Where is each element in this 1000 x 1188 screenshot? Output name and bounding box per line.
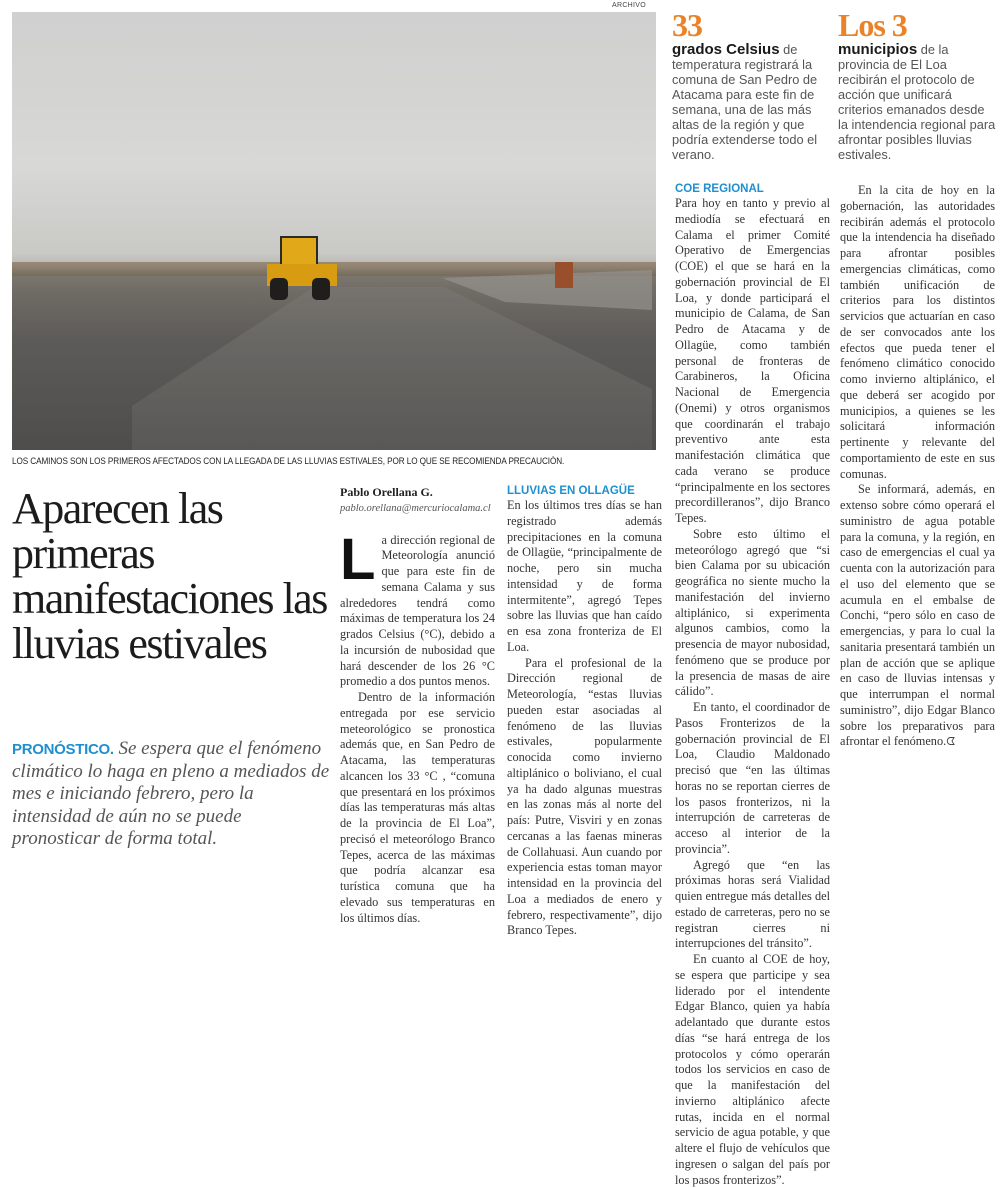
photo-grader [262, 236, 347, 302]
grader-cab [280, 236, 318, 266]
stat-text [838, 42, 996, 162]
drop-cap: L [340, 526, 376, 592]
paragraph: En los últimos tres días se han registrado además precipitaciones en la comuna de Ollagüe, “principalmente de noche, pero sin mucha intensidad y de forma intermitente”, agregó Tepes sobre las lluvias que han caído en esa zona fronteriza de El Loa. [507, 498, 662, 654]
column-2 [507, 485, 662, 939]
grader-wheel [312, 278, 330, 300]
photo-caption: LOS CAMINOS SON LOS PRIMEROS AFECTADOS CON LA LLEGADA DE LAS LLUVIAS ESTIVALES, POR LO QUE SE RECOMIENDA PRECAUCIÓN. [12, 456, 565, 467]
paragraph [840, 482, 995, 751]
grader-wheel [270, 278, 288, 300]
stat-desc: de la provincia de El Loa recibirán el protocolo de acción que unificará criterios emanados desde la intendencia regional para afrontar posibles lluvias estivales. [838, 42, 996, 162]
byline-author: Pablo Orellana G. [340, 485, 433, 499]
stat-temperature [672, 8, 830, 162]
lead-kicker: PRONÓSTICO. [12, 741, 114, 758]
stat-text [672, 42, 830, 162]
photo-credit: ARCHIVO [612, 2, 646, 9]
paragraph-text: a dirección regional de Meteorología anunció que para este fin de semana Calama y sus alrededores tendrá como máximas de temperatura los 24 grados Celsius (°C), debido a la incursión de nubosidad que hará descender de los 26 °C promedio a dos puntos menos. [340, 532, 495, 689]
lead-text: Se espera que el fenómeno climático lo haga en pleno a mediados de mes e iniciando febrero, pero la intensidad de aún no se puede pronosticar de forma total. [12, 738, 330, 850]
subheading-coe: COE REGIONAL [675, 183, 764, 195]
article-photo [12, 12, 656, 450]
lead-paragraph [12, 738, 332, 851]
photo-road [132, 287, 652, 450]
paragraph: Dentro de la información entregada por ese servicio meteorológico se pronostica además que, en San Pedro de Atacama, las temperaturas alcancen los 33 °C , “comuna que presentará en los próximos días las temperaturas más altas de la provincia de El Loa”, precisó el meteorólogo Branco Tepes, acerca de las máximas que podría alcanzar esa turística comuna que ha elevado sus temperaturas en los últimos días. [340, 690, 495, 925]
photo-sign [555, 262, 573, 288]
stat-number: 33 [672, 7, 702, 43]
paragraph: En tanto, el coordinador de Pasos Fronterizos de la gobernación provincial de El Loa, Claudio Maldonado precisó que “en las últimas horas no se reportan cierres de los pasos fronterizos, ni la interrupción de carreteras de acceso al interior de la provincia”. [675, 700, 830, 856]
paragraph: Para hoy en tanto y previo al mediodía se efectuará en Calama el primer Comité Operativo de Emergencias (COE) el que se hará en la gobernación provincial de El Loa, y donde participará el municipio de Calama, de San Pedro de Atacama y de Ollagüe, como también personal de fronteras de Carabineros, la Oficina Nacional de Emergencia (Onemi) y otros organismos que coordinarán el trabajo preventivo ante esta manifestación climática que cada verano se produce “principalmente en los sectores precordilleranos”, dijo Branco Tepes. [675, 196, 830, 525]
stat-desc: de temperatura registrará la comuna de San Pedro de Atacama para este fin de semana, una de las más altas de la región y que podría extenderse todo el verano. [672, 42, 818, 162]
column-4 [840, 183, 995, 751]
stat-bold: grados Celsius [672, 41, 780, 58]
paragraph: Sobre esto último el meteorólogo agregó que “si bien Calama por su ubicación geográfica no siente mucho la manifestación del invierno altiplánico, si experimenta algunos cambios, como la presencia de mayor nubosidad, fenómeno que se produce por la presencia de masas de aire cálido”. [675, 526, 830, 699]
paragraph [340, 526, 495, 691]
byline-email[interactable]: pablo.orellana@mercuriocalama.cl [340, 502, 491, 514]
stat-bold: municipios [838, 41, 918, 58]
column-3 [675, 183, 830, 1188]
paragraph-text: Se informará, además, en extenso sobre cómo operará el suministro de agua potable para la comuna, y la región, en caso de emergencias el cual ya cuenta con la autorización para el uso del elemento que se acumula en el embalse de Conchi, “pero sólo en caso de emergencias, y para lo cual la sanitaria presentará también un plan de acción que se aplique en caso de lluvias intensas y que interrumpan el normal suministro”, dijo Edgar Blanco sobre los preparativos para afrontar el fenómeno. [840, 482, 995, 749]
end-mark-icon: ᗧ [946, 736, 956, 749]
paragraph: En la cita de hoy en la gobernación, las autoridades recibirán además el protocolo que la intendencia ha diseñado para afrontar posibles emergencias climáticas, como también unificación de criterios para los distintos servicios que actuarían en caso de ser convocados ante los efectos que pueda tener el fenómeno climático conocido como invierno altiplánico, el que deberá ser acogido por municipios, a quienes se les solicitará información pertinente y relevante del comportamiento de este en sus comunas. [840, 183, 995, 481]
column-1 [340, 485, 495, 926]
stat-municipalities [838, 8, 996, 162]
paragraph: Agregó que “en las próximas horas será Vialidad quien entregue más detalles del estado de carreteras, pero no se registran cierres ni interrupciones del tránsito”. [675, 857, 830, 951]
paragraph: En cuanto al COE de hoy, se espera que participe y sea liderado por el intendente Edgar Blanco, quien ya había adelantado que durante estos días “se hará entrega de los protocolos y cómo operarán todos los servicios en caso de que la manifestación del invierno altiplánico afecte rutas, incida en el normal servicio de agua potable, y que altere el flujo de vehículos que ingresen o salgan del país por los pasos fronterizos”. [675, 952, 830, 1187]
stat-number: Los 3 [838, 7, 907, 43]
headline: Aparecen las primeras manifestaciones las lluvias estivales [12, 484, 327, 668]
paragraph: Para el profesional de la Dirección regional de Meteorología, “estas lluvias pueden estar asociadas al fenómeno de las lluvias estivales, popularmente conocida como invierno altiplánico o boliviano, el cual ya ha dado algunas muestras en las zonas más al norte del país: Putre, Visviri y en zonas cercanas a las faenas mineras de Collahuasi. Aun cuando por experiencia estas toman mayor intensidad en la provincia del Loa a mediados de enero y febrero, respectivamente”, dijo Branco Tepes. [507, 655, 662, 938]
subheading-ollague: LLUVIAS EN OLLAGÜE [507, 485, 635, 497]
